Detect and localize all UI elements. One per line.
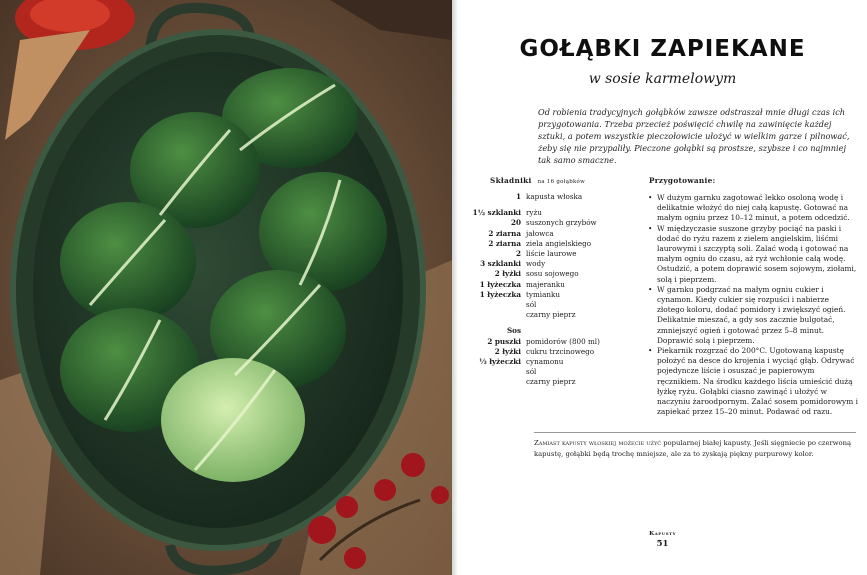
ingredient-qty: ⅓ łyżeczki bbox=[479, 357, 521, 367]
ingredient-name: jałowca bbox=[526, 228, 554, 238]
note-divider bbox=[534, 432, 856, 433]
preparation-list bbox=[648, 193, 858, 417]
ingredient-name: cukru trzcinowego bbox=[526, 346, 595, 356]
ingredient-qty: 3 szklanki bbox=[480, 259, 521, 269]
ingredient-qty bbox=[468, 377, 526, 387]
preparation-step-text: W garnku podgrzać na małym ogniu cukier i cynamon. Kiedy cukier się rozpuści i nabierze złotego koloru, dodać pomidory i zwiększyć ogień. Delikatnie mieszać, a gdy sos zacznie bulgotać, zmniejszyć ogień i gotować przez 5–8 minut. Doprawić solą i pieprzem. bbox=[657, 284, 846, 345]
ingredient-qty: 2 bbox=[515, 249, 521, 259]
preparation-step-text: W dużym garnku zagotować lekko osoloną wodę i delikatnie włożyć do niej całą kapustę. Gotować na małym ogniu przez 10–12 minut, a potem odcedzić. bbox=[657, 193, 850, 223]
ingredient-row bbox=[468, 300, 648, 310]
preparation-step-text: Piekarnik rozgrzać do 200°C. Ugotowaną kapustę położyć na desce do krojenia i wyciąć głąb. Odrywać pojedyncze liście i osuszać je papierowym ręcznikiem. Na środku każdego liścia umieścić dużą łyżkę ryżu. Gołąbki ciasno zawinąć i ułożyć w naczyniu żaroodpornym. Zalać sosem pomidorowym i zapiekać przez 15–20 minut. Podawać od razu. bbox=[657, 346, 858, 417]
ingredient-qty: 2 ziarna bbox=[488, 228, 521, 238]
ingredient-row bbox=[468, 337, 648, 347]
ingredient-row bbox=[468, 280, 648, 290]
ingredient-row bbox=[468, 367, 648, 377]
ingredient-row bbox=[468, 347, 648, 357]
ingredient-name: sól bbox=[526, 367, 537, 377]
ingredient-name bbox=[526, 326, 648, 336]
ingredient-name: majeranku bbox=[526, 279, 565, 289]
ingredient-name: cynamonu bbox=[526, 357, 564, 367]
ingredient-row bbox=[468, 326, 648, 336]
ingredient-row bbox=[468, 239, 648, 249]
ingredient-row bbox=[468, 269, 648, 279]
ingredient-qty: 1 bbox=[515, 192, 521, 201]
ingredient-qty: 2 puszki bbox=[487, 336, 521, 346]
preparation-step bbox=[648, 193, 858, 224]
note-lead: Zamiast kapusty włoskiej możecie użyć bbox=[534, 439, 662, 447]
section-name: Kapusty bbox=[649, 531, 676, 537]
ingredient-name: ziela angielskiego bbox=[526, 238, 592, 248]
ingredient-row bbox=[468, 377, 648, 387]
ingredient-qty: 2 łyżki bbox=[494, 346, 521, 356]
ingredient-name: sól bbox=[526, 300, 537, 310]
ingredient-name: liście laurowe bbox=[526, 249, 577, 259]
ingredient-qty: 1 łyżeczka bbox=[479, 289, 521, 299]
ingredients-list bbox=[468, 192, 648, 388]
ingredient-qty: 1½ szklanki bbox=[472, 208, 521, 218]
preparation-step bbox=[648, 285, 858, 346]
ingredient-row bbox=[468, 310, 648, 320]
bullet-icon: • bbox=[648, 223, 653, 233]
ingredient-qty bbox=[468, 310, 526, 320]
ingredient-row bbox=[468, 259, 648, 269]
ingredient-row bbox=[468, 218, 648, 228]
ingredient-qty bbox=[468, 300, 526, 310]
ingredient-row bbox=[468, 208, 648, 218]
bullet-icon: • bbox=[648, 193, 653, 202]
ingredient-row bbox=[468, 229, 648, 239]
ingredient-qty: 2 łyżki bbox=[494, 269, 521, 279]
preparation-step bbox=[648, 224, 858, 285]
ingredients-heading bbox=[490, 176, 585, 185]
preparation-step-text: W międzyczasie suszone grzyby pociąć na paski i dodać do ryżu razem z zielem angielskim, liśćmi laurowymi i szczyptą soli. Zalać wodą i gotować na małym ogniu do czasu, aż ryż wchłonie całą wodę. Ostudzić, a potem doprawić sosem sojowym, ziołami, solą i pieprzem. bbox=[657, 223, 857, 284]
recipe-intro: Od robienia tradycyjnych gołąbków zawsze odstraszał mnie długi czas ich przygotowania. Trzeba przecież poświęcić chwilę na zawinięcie każdej sztuki, a potem wszystkie pieczołowicie ułożyć w wielkim garze i pilnować, żeby się nie przypaliły. Pieczone gołąbki są prostsze, szybsze i co najmniej tak samo smaczne. bbox=[538, 107, 850, 165]
page-number: 51 bbox=[656, 539, 669, 549]
ingredient-row bbox=[468, 249, 648, 259]
bullet-icon: • bbox=[648, 346, 653, 356]
ingredient-group-label: Sos bbox=[506, 326, 521, 336]
ingredient-row bbox=[468, 357, 648, 367]
ingredient-name: ryżu bbox=[526, 208, 542, 218]
ingredient-row bbox=[468, 290, 648, 300]
ingredient-row bbox=[468, 192, 648, 202]
ingredient-qty: 20 bbox=[510, 218, 521, 228]
ingredient-name: czarny pieprz bbox=[526, 310, 576, 320]
recipe-page bbox=[458, 0, 867, 575]
recipe-subtitle: w sosie karmelowym bbox=[588, 71, 737, 87]
ingredient-name: suszonych grzybów bbox=[526, 218, 597, 228]
preparation-heading: Przygotowanie: bbox=[649, 176, 716, 185]
ingredient-name: wody bbox=[526, 259, 546, 269]
ingredient-qty: 1 łyżeczka bbox=[479, 279, 521, 289]
ingredient-name: kapusta włoska bbox=[526, 192, 583, 201]
page-footer bbox=[458, 531, 867, 549]
ingredient-name: sosu sojowego bbox=[526, 269, 579, 279]
ingredient-name: pomidorów (800 ml) bbox=[526, 336, 600, 346]
ingredients-heading-label: Składniki bbox=[490, 176, 532, 185]
ingredients-serving: na 16 gołąbków bbox=[537, 179, 585, 185]
preparation-step bbox=[648, 346, 858, 417]
ingredient-qty bbox=[468, 367, 526, 377]
bullet-icon: • bbox=[648, 284, 653, 294]
recipe-title: GOŁĄBKI ZAPIEKANE bbox=[519, 36, 806, 62]
recipe-note bbox=[534, 438, 860, 460]
ingredient-qty: 2 ziarna bbox=[488, 238, 521, 248]
ingredient-name: tymianku bbox=[526, 289, 560, 299]
ingredient-name: czarny pieprz bbox=[526, 377, 576, 387]
note-text: popularnej białej kapusty. Jeśli sięgniecie po czerwoną kapustę, gołąbki będą trochę mniejsze, ale za to zyskają piękny purpurowy kolor. bbox=[534, 439, 852, 458]
